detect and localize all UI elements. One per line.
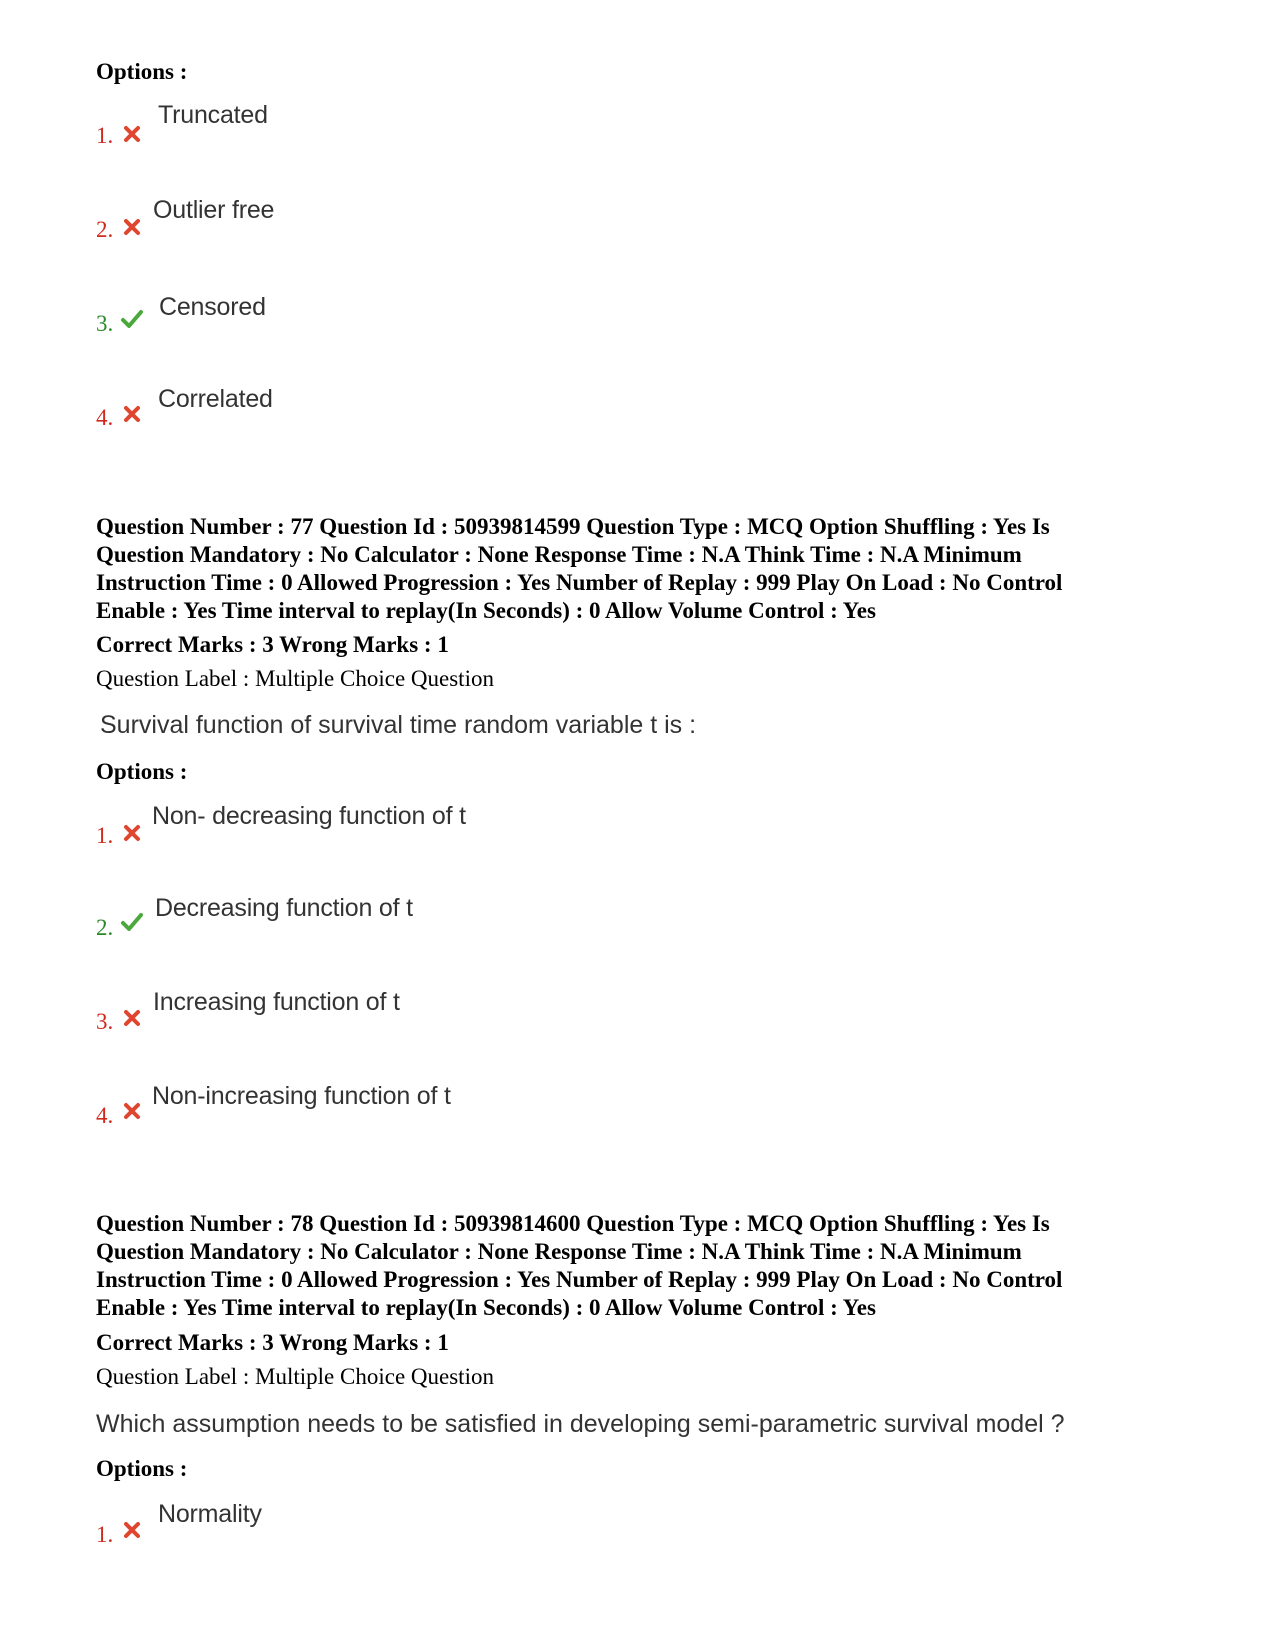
option-number: 1. [96,1522,114,1547]
check-icon [120,912,144,932]
option-text: Truncated [158,101,268,129]
option-text: Non-increasing function of t [152,1082,451,1110]
option-number: 1. [96,823,114,848]
cross-icon [122,1520,142,1540]
option-text: Correlated [158,385,273,413]
meta-line: Instruction Time : 0 Allowed Progression : Yes Number of Replay : 999 Play On Load : No Control [96,570,1063,595]
question-meta [96,513,1216,625]
options-heading: Options : [96,1456,188,1481]
option-text: Normality [158,1500,262,1528]
meta-line: Question Number : 78 Question Id : 50939814600 Question Type : MCQ Option Shuffling : Yes Is [96,1211,1050,1236]
question-label: Question Label : Multiple Choice Question [96,1364,494,1389]
options-heading: Options : [96,759,188,784]
option-number: 4. [96,1103,114,1128]
meta-line: Instruction Time : 0 Allowed Progression : Yes Number of Replay : 999 Play On Load : No Control [96,1267,1063,1292]
cross-icon [122,124,142,144]
cross-icon [122,823,142,843]
meta-line: Question Number : 77 Question Id : 50939814599 Question Type : MCQ Option Shuffling : Yes Is [96,514,1050,539]
cross-icon [122,404,142,424]
option-number: 2. [96,915,114,940]
option-number: 2. [96,217,114,242]
option-text: Non- decreasing function of t [152,802,466,830]
cross-icon [122,217,142,237]
option-text: Increasing function of t [153,988,400,1016]
question-meta [96,1210,1216,1322]
question-text: Which assumption needs to be satisfied in developing semi-parametric survival model ? [96,1410,1065,1438]
meta-line: Question Mandatory : No Calculator : None Response Time : N.A Think Time : N.A Minimum [96,542,1022,567]
option-number: 1. [96,123,114,148]
marks-info: Correct Marks : 3 Wrong Marks : 1 [96,632,449,657]
check-icon [120,309,144,329]
options-heading: Options : [96,59,188,84]
option-number: 4. [96,405,114,430]
cross-icon [122,1008,142,1028]
option-number: 3. [96,1009,114,1034]
meta-line: Question Mandatory : No Calculator : None Response Time : N.A Think Time : N.A Minimum [96,1239,1022,1264]
option-text: Outlier free [153,196,275,224]
marks-info: Correct Marks : 3 Wrong Marks : 1 [96,1330,449,1355]
question-label: Question Label : Multiple Choice Question [96,666,494,691]
option-number: 3. [96,311,114,336]
meta-line: Enable : Yes Time interval to replay(In Seconds) : 0 Allow Volume Control : Yes [96,1295,876,1320]
meta-line: Enable : Yes Time interval to replay(In Seconds) : 0 Allow Volume Control : Yes [96,598,876,623]
question-text: Survival function of survival time random variable t is : [100,711,697,739]
option-text: Decreasing function of t [155,894,413,922]
cross-icon [122,1101,142,1121]
option-text: Censored [159,293,266,321]
